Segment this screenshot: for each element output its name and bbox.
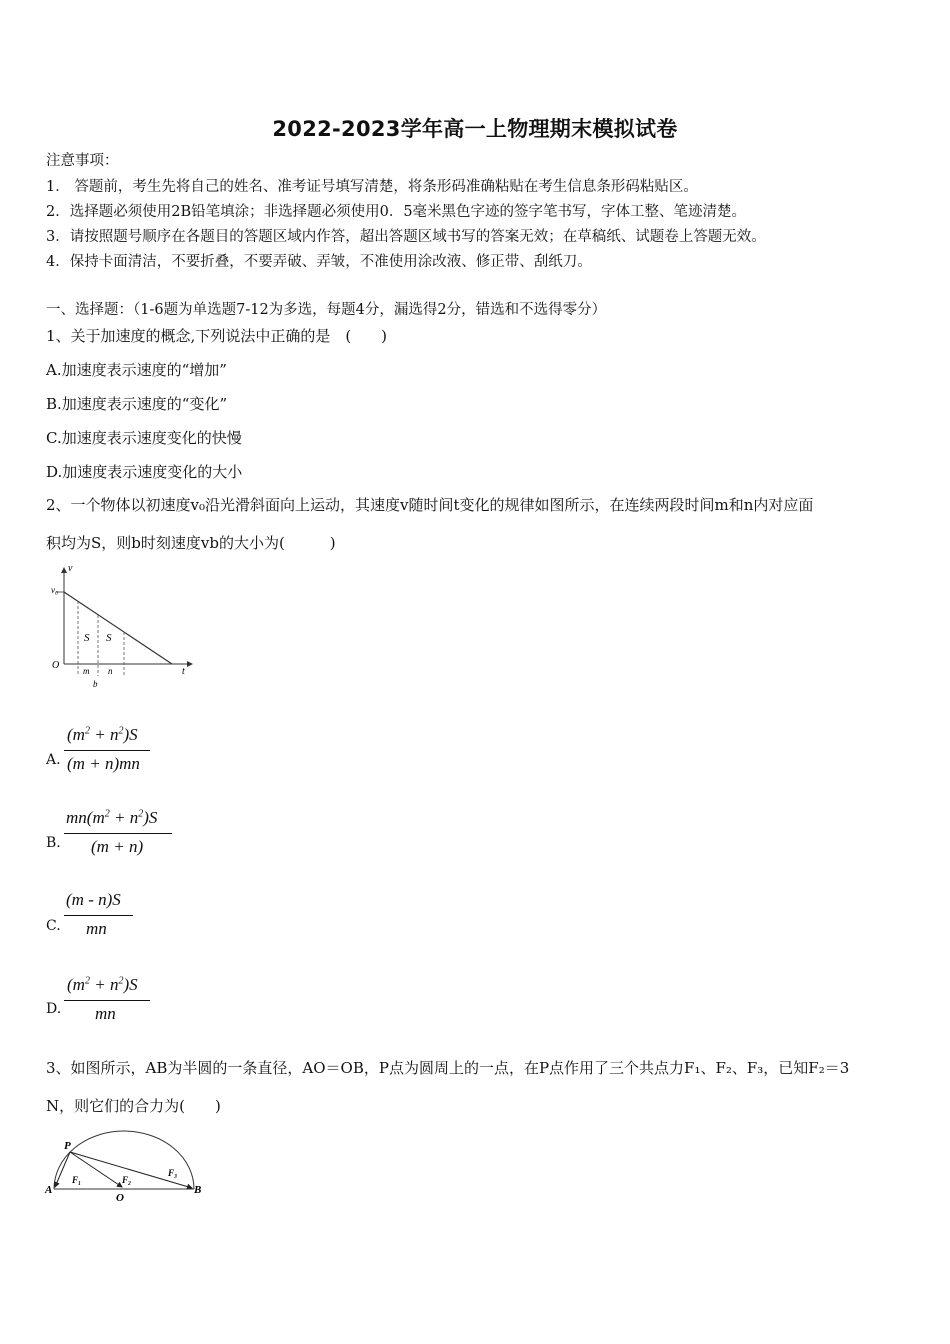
q2-stem-line1: 2、一个物体以初速度v₀沿光滑斜面向上运动，其速度v随时间t变化的规律如图所示，在连续两段时间m和n内对应面 bbox=[46, 496, 814, 514]
force-f2-label: F₂ bbox=[122, 1175, 132, 1185]
q2-option-b-label: B. bbox=[46, 835, 61, 851]
q2-vt-graph bbox=[46, 560, 196, 690]
b-label: b bbox=[93, 679, 98, 689]
notice-item-1: 1． 答题前，考生先将自己的姓名、准考证号填写清楚，将条形码准确粘贴在考生信息条形码粘贴区。 bbox=[46, 179, 698, 195]
velocity-line bbox=[64, 592, 172, 664]
page-title: 2022-2023学年高一上物理期末模拟试卷 bbox=[272, 117, 678, 141]
origin-label: O bbox=[52, 660, 60, 671]
q2-option-c-fraction: (m - n)S mn bbox=[64, 890, 139, 942]
v0-label: v₀ bbox=[51, 585, 59, 595]
section-heading: 一、选择题：（1-6题为单选题7-12为多选，每题4分，漏选得2分，错选和不选得零分） bbox=[46, 302, 607, 318]
q1-option-b: B.加速度表示速度的“变化” bbox=[46, 395, 228, 413]
q3-stem-line1: 3、如图所示，AB为半圆的一条直径，AO＝OB，P点为圆周上的一点，在P点作用了三个共点力F₁、F₂、F₃，已知F₂＝3 bbox=[46, 1059, 850, 1077]
notice-item-4: 4．保持卡面清洁，不要折叠，不要弄破、弄皱，不准使用涂改液、修正带、刮纸刀。 bbox=[46, 254, 592, 270]
notice-heading: 注意事项： bbox=[46, 153, 119, 169]
n-interval-label: n bbox=[108, 666, 113, 676]
q2-option-a-label: A. bbox=[46, 752, 61, 768]
notice-item-3: 3．请按照题号顺序在各题目的答题区域内作答，超出答题区域书写的答案无效；在草稿纸、试题卷上答题无效。 bbox=[46, 229, 766, 245]
area-s1-label: S bbox=[84, 632, 90, 644]
q2-option-c-label: C. bbox=[46, 918, 61, 934]
point-o-label: O bbox=[116, 1192, 124, 1204]
q3-stem-line2: N，则它们的合力为( ) bbox=[46, 1097, 221, 1115]
q3-force-diagram bbox=[44, 1125, 209, 1205]
q2-stem-line2: 积均为S，则b时刻速度vb的大小为( ) bbox=[46, 534, 336, 552]
q2-option-d-label: D. bbox=[46, 1001, 62, 1017]
area-s2-label: S bbox=[106, 632, 112, 644]
q2-option-b-fraction: $mn(m^2 + n^2)S$ (m + n) bbox=[64, 808, 179, 860]
q2-option-a-fraction: $(m^2 + n^2)S$ (m + n)mn bbox=[64, 725, 154, 777]
q1-option-c: C.加速度表示速度变化的快慢 bbox=[46, 429, 242, 447]
notice-item-2: 2．选择题必须使用2B铅笔填涂；非选择题必须使用0．5毫米黑色字迹的签字笔书写，字体工整、笔迹清楚。 bbox=[46, 204, 747, 220]
t-axis-label: t bbox=[182, 666, 185, 677]
force-f1-arrow bbox=[55, 1152, 70, 1187]
point-p-label: P bbox=[64, 1140, 71, 1152]
q2-option-d-fraction: $(m^2 + n^2)S$ mn bbox=[64, 975, 154, 1027]
v-axis-label: v bbox=[68, 563, 73, 574]
force-f1-label: F₁ bbox=[72, 1175, 82, 1185]
m-interval-label: m bbox=[83, 666, 90, 676]
force-f3-label: F₃ bbox=[168, 1168, 178, 1178]
point-b-label: B bbox=[194, 1184, 202, 1196]
q1-option-a: A.加速度表示速度的“增加” bbox=[46, 361, 227, 379]
q1-stem: 1、关于加速度的概念,下列说法中正确的是 ( ) bbox=[46, 327, 388, 345]
point-a-label: A bbox=[45, 1184, 53, 1196]
q1-option-d: D.加速度表示速度变化的大小 bbox=[46, 463, 243, 481]
